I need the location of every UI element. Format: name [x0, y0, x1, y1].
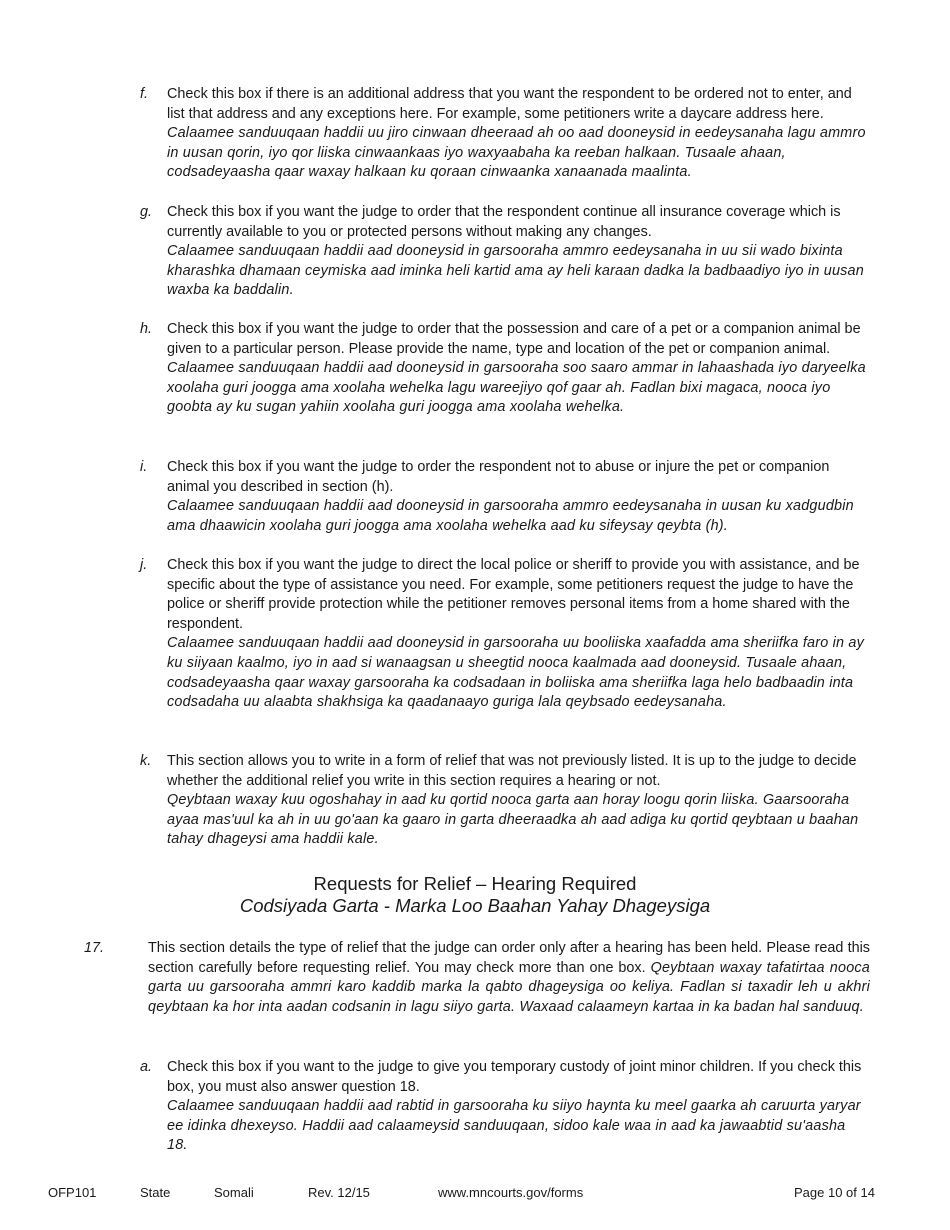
relief-item-h	[140, 320, 870, 418]
section-heading-somali: Codsiyada Garta - Marka Loo Baahan Yahay Dhageysiga	[239, 895, 711, 916]
item-letter: i.	[140, 459, 148, 475]
item-text-english: Check this box if there is an additional address that you want the respondent to be ordered not to enter, and list that address and any exceptions here. For example, some petitioners write a daycare address here.	[167, 86, 852, 122]
item-letter: h.	[140, 321, 153, 337]
item-text-english: Check this box if you want the judge to order the respondent not to abuse or injure the pet or companion animal you described in section (h).	[167, 459, 830, 495]
section-heading-english: Requests for Relief – Hearing Required	[313, 873, 637, 894]
footer-revision: Rev. 12/15	[308, 1185, 370, 1200]
footer-url[interactable]: www.mncourts.gov/forms	[438, 1185, 584, 1200]
item-letter: k.	[140, 753, 152, 769]
item-text-english: Check this box if you want the judge to order that the possession and care of a pet or a companion animal be given to a particular person. Please provide the name, type and location of the pet or companion animal.	[167, 321, 861, 357]
item-text-somali: Calaamee sanduuqaan haddii aad dooneysid in garsooraha ammro eedeysanaha in uusan ku xadgudbin ama dhaawicin xoolaha guri joogga ama xoolaha wehelka aad ku sifeysay qeybta (h).	[167, 498, 854, 534]
item-text-somali: Calaamee sanduuqaan haddii aad rabtid in garsooraha ku siiyo haynta ku meel gaarka ah caruurta yaryar ee idinka dhexeyso. Haddii aad calaameysid sanduuqaan, sidoo kale waa in aad ka jawaabtid su'aasha 18.	[167, 1098, 861, 1154]
footer-state: State	[140, 1185, 171, 1200]
item-text-english: Check this box if you want the judge to direct the local police or sheriff to provide you with assistance, and be specific about the type of assistance you need. For example, some petitioners request the judge to have the police or sheriff provide protection while the petitioner removes personal items from a home shared with the respondent.	[167, 557, 860, 632]
item-text-somali: Qeybtaan waxay kuu ogoshahay in aad ku qortid nooca garta aan horay loogu qorin liiska. Gaarsooraha ayaa mas'uul ka ah in uu go'aan ka gaaro in garta dheeraadka ah aad adiga ku qortid qeybtaan u baahan tahay dhageysi ama haddii kale.	[167, 792, 859, 848]
item-letter: f.	[140, 86, 148, 102]
footer-page-number: Page 10 of 14	[794, 1185, 875, 1200]
item-text-english: This section allows you to write in a form of relief that was not previously listed. It is up to the judge to decide whether the additional relief you write in this section requires a hearing or not.	[167, 753, 857, 789]
relief-item-g	[140, 203, 870, 301]
question-17	[84, 939, 870, 1017]
footer-form-id: OFP101	[48, 1185, 97, 1200]
relief-item-f	[140, 85, 870, 183]
item-text-somali: Calaamee sanduuqaan haddii aad dooneysid in garsooraha soo saaro ammar in lahaashada iyo daryeelka xoolaha guri joogga ama xoolaha wehelka lagu wareejiyo qof gaar ah. Fadlan bixi magaca, nooca iyo goobta ay ku sugan yahiin xoolaha guri joogga ama xoolaha wehelka.	[167, 360, 866, 416]
item-letter: j.	[140, 557, 148, 573]
relief-item-k	[140, 752, 870, 850]
relief-item-j	[140, 556, 870, 713]
item-text-english: Check this box if you want the judge to order that the respondent continue all insurance coverage which is currently available to you or protected persons without making any changes.	[167, 204, 841, 240]
question-text-somali: Qeybtaan waxay tafatirtaa nooca garta uu garsooraha ammri karo kaddib marka la qabto dhageysiga oo keliya. Fadlan si taxadir leh u akhri qeybtaan ka hor inta aadan codsanin in lagu siiyo garta. Waxaad calaameyn kartaa in ka badan hal sanduuq.	[148, 959, 871, 1015]
relief-item-a	[140, 1058, 870, 1156]
question-number: 17.	[84, 940, 105, 956]
item-text-english: Check this box if you want to the judge to give you temporary custody of joint minor children. If you check this box, you must also answer question 18.	[167, 1059, 862, 1095]
item-text-somali: Calaamee sanduuqaan haddii aad dooneysid in garsooraha uu booliiska xaafadda ama sheriifka faro in ay ku siiyaan kaalmo, iyo in aad si wanaagsan u sheegtid nooca kaalmada aad dooneysid. Tusaale ahaan, codsadeyaasha qaar waxay garsooraha ka codsadaan in boliiska ama sheriifka laga helo badbaadin inta codsadaha uu alaabta shakhsiga ka qaadanaayo guriga lala qeybsado eedeysanaha.	[167, 635, 865, 711]
section-heading	[0, 873, 950, 917]
item-letter: a.	[140, 1059, 153, 1075]
question-text-english: This section details the type of relief that the judge can order only after a hearing has been held. Please read this section carefully before requesting relief. You may check more than one box.	[148, 940, 870, 976]
item-letter: g.	[140, 204, 153, 220]
footer-language: Somali	[214, 1185, 254, 1200]
relief-item-i	[140, 458, 870, 536]
item-text-somali: Calaamee sanduuqaan haddii uu jiro cinwaan dheeraad ah oo aad dooneysid in eedeysanaha lagu ammro in uusan qorin, iyo qor liiska cinwaankaas iyo waxyaabaha ka reeban halkaan. Tusaale ahaan, codsadeyaasha qaar waxay halkaan ku qoraan cinwaanka xanaanada maalinta.	[167, 125, 866, 181]
item-text-somali: Calaamee sanduuqaan haddii aad dooneysid in garsooraha ammro eedeysanaha in uu sii wado bixinta kharashka dhamaan ceymiska aad iminka heli kartid ama ay heli karaan dadka la badbaadiyo iyo in uusan waxba ka baddalin.	[167, 243, 864, 299]
